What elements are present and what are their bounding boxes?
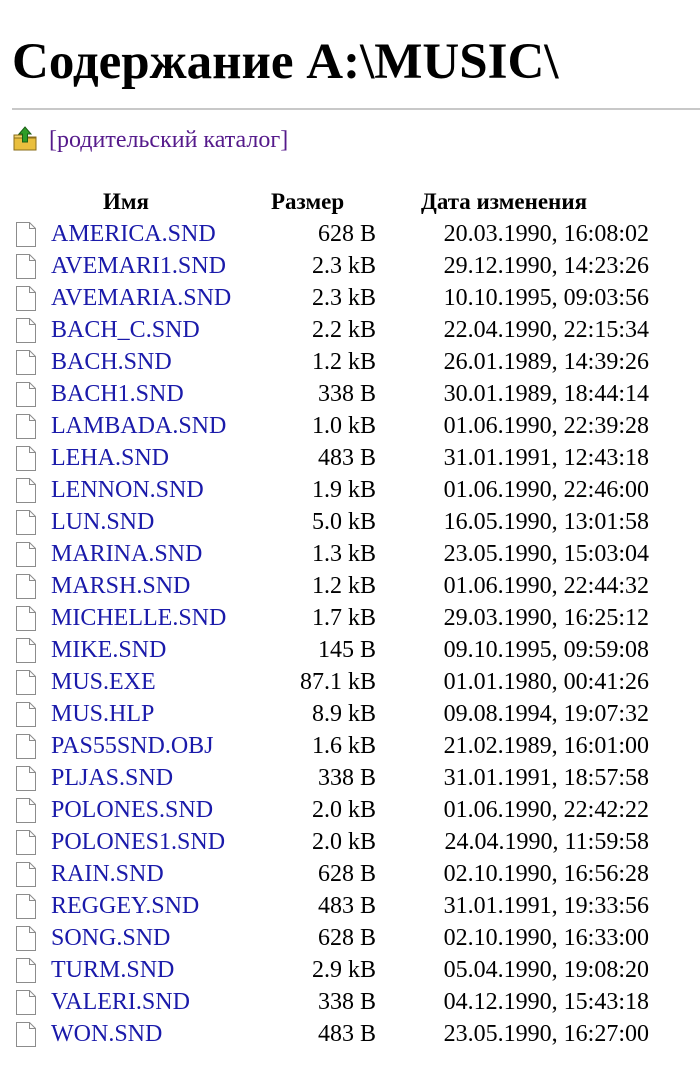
file-modified-date: 09.08.1994, 19:07:32 — [443, 701, 649, 727]
table-row — [12, 346, 700, 378]
file-modified-date: 30.01.1989, 18:44:14 — [443, 381, 649, 407]
file-size: 8.9 kB — [311, 701, 376, 727]
file-size: 628 B — [317, 861, 376, 887]
table-row — [12, 986, 700, 1018]
document-icon — [16, 446, 36, 471]
table-row — [12, 410, 700, 442]
table-row — [12, 922, 700, 954]
document-icon — [16, 766, 36, 791]
table-row — [12, 602, 700, 634]
file-size: 2.3 kB — [311, 285, 376, 311]
file-link[interactable]: WON.SND — [51, 1021, 163, 1047]
file-modified-date: 01.06.1990, 22:44:32 — [443, 573, 649, 599]
file-modified-date: 23.05.1990, 15:03:04 — [443, 541, 649, 567]
document-icon — [16, 958, 36, 983]
file-link[interactable]: MIKE.SND — [51, 637, 167, 663]
file-size: 338 B — [317, 381, 376, 407]
file-size: 1.7 kB — [311, 605, 376, 631]
table-row — [12, 890, 700, 922]
table-row — [12, 1018, 700, 1050]
document-icon — [16, 318, 36, 343]
file-modified-date: 02.10.1990, 16:33:00 — [443, 925, 649, 951]
table-row — [12, 730, 700, 762]
table-row — [12, 378, 700, 410]
file-modified-date: 01.06.1990, 22:39:28 — [443, 413, 649, 439]
document-icon — [16, 542, 36, 567]
header-name[interactable]: Имя — [103, 189, 149, 214]
file-link[interactable]: AVEMARI1.SND — [51, 253, 226, 279]
document-icon — [16, 510, 36, 535]
file-size: 87.1 kB — [299, 669, 376, 695]
file-size: 2.0 kB — [311, 797, 376, 823]
document-icon — [16, 254, 36, 279]
document-icon — [16, 862, 36, 887]
table-row — [12, 282, 700, 314]
file-size: 145 B — [317, 637, 376, 663]
file-modified-date: 29.12.1990, 14:23:26 — [443, 253, 649, 279]
document-icon — [16, 830, 36, 855]
file-link[interactable]: POLONES1.SND — [51, 829, 226, 855]
file-link[interactable]: LAMBADA.SND — [51, 413, 227, 439]
file-modified-date: 22.04.1990, 22:15:34 — [443, 317, 649, 343]
file-link[interactable]: RAIN.SND — [51, 861, 164, 887]
file-link[interactable]: VALERI.SND — [51, 989, 190, 1015]
file-link[interactable]: LEHA.SND — [51, 445, 169, 471]
table-row — [12, 474, 700, 506]
file-link[interactable]: BACH_C.SND — [51, 317, 200, 343]
file-modified-date: 26.01.1989, 14:39:26 — [443, 349, 649, 375]
document-icon — [16, 350, 36, 375]
file-link[interactable]: AVEMARIA.SND — [51, 285, 232, 311]
file-modified-date: 31.01.1991, 12:43:18 — [443, 445, 649, 471]
table-row — [12, 666, 700, 698]
document-icon — [16, 478, 36, 503]
document-icon — [16, 734, 36, 759]
table-row — [12, 858, 700, 890]
file-link[interactable]: SONG.SND — [51, 925, 171, 951]
file-size: 2.0 kB — [311, 829, 376, 855]
table-row — [12, 506, 700, 538]
file-size: 1.2 kB — [311, 349, 376, 375]
file-link[interactable]: MARINA.SND — [51, 541, 203, 567]
file-modified-date: 04.12.1990, 15:43:18 — [443, 989, 649, 1015]
file-link[interactable]: REGGEY.SND — [51, 893, 200, 919]
parent-directory-link[interactable]: [родительский каталог] — [49, 127, 289, 153]
file-link[interactable]: MARSH.SND — [51, 573, 191, 599]
file-modified-date: 09.10.1995, 09:59:08 — [443, 637, 649, 663]
file-modified-date: 02.10.1990, 16:56:28 — [443, 861, 649, 887]
table-row — [12, 762, 700, 794]
file-size: 1.9 kB — [311, 477, 376, 503]
file-modified-date: 05.04.1990, 19:08:20 — [443, 957, 649, 983]
file-modified-date: 31.01.1991, 18:57:58 — [443, 765, 649, 791]
file-link[interactable]: MICHELLE.SND — [51, 605, 227, 631]
table-row — [12, 570, 700, 602]
table-header-row — [12, 186, 700, 218]
file-size: 338 B — [317, 765, 376, 791]
file-modified-date: 10.10.1995, 09:03:56 — [443, 285, 649, 311]
file-modified-date: 16.05.1990, 13:01:58 — [443, 509, 649, 535]
document-icon — [16, 990, 36, 1015]
header-size[interactable]: Размер — [271, 189, 345, 214]
file-modified-date: 01.01.1980, 00:41:26 — [443, 669, 649, 695]
file-size: 1.0 kB — [311, 413, 376, 439]
file-link[interactable]: LUN.SND — [51, 509, 155, 535]
file-size: 2.9 kB — [311, 957, 376, 983]
document-icon — [16, 670, 36, 695]
document-icon — [16, 798, 36, 823]
document-icon — [16, 638, 36, 663]
file-link[interactable]: POLONES.SND — [51, 797, 214, 823]
file-modified-date: 29.03.1990, 16:25:12 — [443, 605, 649, 631]
folder-up-icon[interactable] — [12, 126, 38, 152]
header-date[interactable]: Дата изменения — [421, 189, 588, 214]
document-icon — [16, 1022, 36, 1047]
file-modified-date: 01.06.1990, 22:46:00 — [443, 477, 649, 503]
file-link[interactable]: TURM.SND — [51, 957, 175, 983]
file-link[interactable]: PLJAS.SND — [51, 765, 174, 791]
document-icon — [16, 606, 36, 631]
file-size: 338 B — [317, 989, 376, 1015]
file-table — [12, 186, 700, 1050]
file-modified-date: 23.05.1990, 16:27:00 — [443, 1021, 649, 1047]
title-divider — [12, 108, 700, 110]
file-size: 2.2 kB — [311, 317, 376, 343]
table-row — [12, 538, 700, 570]
file-size: 483 B — [317, 445, 376, 471]
file-size: 483 B — [317, 1021, 376, 1047]
file-link[interactable]: LENNON.SND — [51, 477, 204, 503]
file-link[interactable]: MUS.HLP — [51, 701, 155, 727]
document-icon — [16, 702, 36, 727]
table-row — [12, 698, 700, 730]
table-row — [12, 826, 700, 858]
file-size: 628 B — [317, 221, 376, 247]
file-size: 628 B — [317, 925, 376, 951]
file-size: 1.3 kB — [311, 541, 376, 567]
document-icon — [16, 414, 36, 439]
file-size: 1.6 kB — [311, 733, 376, 759]
file-link[interactable]: MUS.EXE — [51, 669, 156, 695]
table-row — [12, 314, 700, 346]
table-row — [12, 794, 700, 826]
file-size: 5.0 kB — [311, 509, 376, 535]
document-icon — [16, 382, 36, 407]
document-icon — [16, 222, 36, 247]
file-modified-date: 31.01.1991, 19:33:56 — [443, 893, 649, 919]
file-modified-date: 01.06.1990, 22:42:22 — [443, 797, 649, 823]
table-row — [12, 954, 700, 986]
file-link[interactable]: AMERICA.SND — [51, 221, 216, 247]
document-icon — [16, 286, 36, 311]
document-icon — [16, 574, 36, 599]
page-title: Содержание A:\MUSIC\ — [12, 34, 559, 90]
file-modified-date: 20.03.1990, 16:08:02 — [443, 221, 649, 247]
table-row — [12, 250, 700, 282]
document-icon — [16, 926, 36, 951]
file-modified-date: 21.02.1989, 16:01:00 — [443, 733, 649, 759]
file-link[interactable]: PAS55SND.OBJ — [51, 733, 214, 759]
file-link[interactable]: BACH.SND — [51, 349, 172, 375]
file-modified-date: 24.04.1990, 11:59:58 — [444, 829, 649, 855]
file-size: 483 B — [317, 893, 376, 919]
file-link[interactable]: BACH1.SND — [51, 381, 184, 407]
file-size: 2.3 kB — [311, 253, 376, 279]
document-icon — [16, 894, 36, 919]
file-size: 1.2 kB — [311, 573, 376, 599]
table-row — [12, 442, 700, 474]
table-row — [12, 218, 700, 250]
table-row — [12, 634, 700, 666]
